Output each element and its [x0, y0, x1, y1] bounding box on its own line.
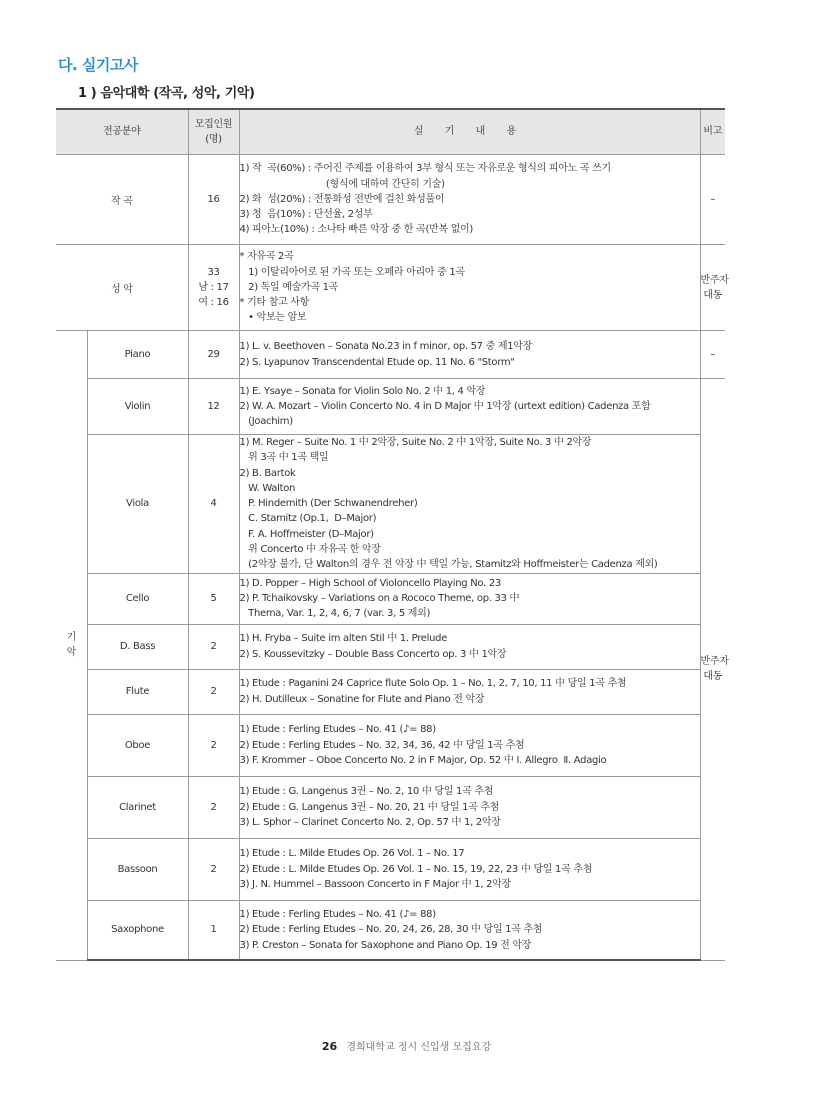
group-label-line: 악: [66, 647, 76, 659]
content-line: 2) B. Bartok: [239, 467, 296, 479]
content-line: 1) Etude : G. Langenus 3권 – No. 2, 10 中 당일 1곡 추첨: [239, 786, 494, 798]
note-line: 반주자: [700, 274, 729, 286]
quota-cell: [188, 155, 239, 245]
quota-cell: 2: [188, 669, 239, 714]
table-row: [56, 714, 725, 776]
content-cell: [239, 331, 700, 379]
quota-cell: 5: [188, 573, 239, 624]
content-cell: [239, 379, 700, 435]
note-line: –: [710, 194, 716, 205]
content-cell: [239, 435, 700, 574]
content-line: 1) 작 곡(60%) : 주어진 주제를 이용하여 3부 형식 또는 자유로운 형식의 피아노 곡 쓰기: [239, 163, 611, 175]
header-note: 비고: [700, 109, 725, 155]
section-title: 다. 실기고사: [58, 56, 138, 74]
content-line: 2) Etude : L. Milde Etudes Op. 26 Vol. 1 – No. 15, 19, 22, 23 中 당일 1곡 추첨: [239, 863, 593, 875]
content-line: Thema, Var. 1, 2, 4, 6, 7 (var. 3, 5 제외): [239, 608, 431, 620]
header-quota-line: (명): [205, 134, 222, 145]
content-cell: [239, 838, 700, 900]
content-line: 2) Etude : Ferling Etudes – No. 20, 24, 26, 28, 30 中 당일 1곡 추첨: [239, 924, 543, 936]
instrumental-group-cell: [56, 331, 87, 961]
header-field: 전공분야: [56, 109, 188, 155]
content-line: (형식에 대하여 간단히 기술): [239, 178, 445, 190]
content-cell: [239, 669, 700, 714]
table-row: [56, 435, 725, 574]
content-line: 1) M. Reger – Suite No. 1 中 2악장, Suite No. 2 中 1악장, Suite No. 3 中 2악장: [239, 437, 592, 448]
table-row: [56, 838, 725, 900]
quota-cell: 2: [188, 838, 239, 900]
quota-cell: 2: [188, 624, 239, 669]
field-cell: 작 곡: [56, 155, 188, 245]
content-line: 2) S. Lyapunov Transcendental Etude op. 11 No. 6 "Storm": [239, 356, 515, 368]
content-line: * 자유곡 2곡: [239, 251, 294, 263]
content-line: (2악장 불가, 단 Walton의 경우 전 악장 中 택일 가능, Stamitz와 Hoffmeister는 Cadenza 제외): [239, 559, 658, 571]
content-cell: [239, 776, 700, 838]
content-line: 1) D. Popper – High School of Violoncello Playing No. 23: [239, 577, 501, 589]
content-line: P. Hindemith (Der Schwanendreher): [239, 498, 418, 510]
content-line: 1) L. v. Beethoven – Sonata No.23 in f minor, op. 57 중 제1악장: [239, 341, 533, 353]
table-row: [56, 900, 725, 960]
content-cell: [239, 900, 700, 960]
quota-line: 33: [207, 267, 220, 278]
exam-table: [56, 108, 729, 961]
content-line: 1) Etude : Ferling Etudes – No. 41 (♪= 88): [239, 908, 436, 920]
instrument-cell: Saxophone: [87, 900, 188, 960]
table-row: [56, 245, 725, 331]
instrument-cell: Flute: [87, 669, 188, 714]
table-row: [56, 155, 725, 245]
content-line: 2) H. Dutilleux – Sonatine for Flute and Piano 전 악장: [239, 693, 485, 705]
quota-cell: 2: [188, 714, 239, 776]
content-line: 3) P. Creston – Sonata for Saxophone and Piano Op. 19 전 악장: [239, 939, 532, 951]
content-cell: [239, 624, 700, 669]
content-line: 3) F. Krommer – Oboe Concerto No. 2 in F Major, Op. 52 中 Ⅰ. Allegro Ⅱ. Adagio: [239, 754, 607, 766]
note-cell: –: [700, 331, 725, 379]
table-header-row: [56, 109, 725, 155]
content-line: C. Stamitz (Op.1, D–Major): [239, 513, 377, 525]
table-row: [56, 624, 725, 669]
quota-cell: [188, 245, 239, 331]
note-cell: [700, 155, 725, 245]
table-row: [56, 669, 725, 714]
header-quota-line: 모집인원: [194, 119, 233, 130]
instrument-cell: Oboe: [87, 714, 188, 776]
content-line: • 악보는 암보: [239, 312, 307, 324]
content-cell: [239, 155, 700, 245]
content-line: 2) 독일 예술가곡 1곡: [239, 281, 339, 293]
content-line: 1) H. Fryba – Suite im alten Stil 中 1. Prelude: [239, 633, 448, 645]
instrument-cell: Violin: [87, 379, 188, 435]
quota-line: 여 : 16: [198, 297, 229, 308]
header-quota: [188, 109, 239, 155]
quota-cell: 2: [188, 776, 239, 838]
content-line: 1) Etude : L. Milde Etudes Op. 26 Vol. 1 – No. 17: [239, 848, 465, 860]
content-line: 2) Etude : G. Langenus 3권 – No. 20, 21 中 당일 1곡 추첨: [239, 801, 500, 813]
table-row: [56, 573, 725, 624]
instrument-cell: D. Bass: [87, 624, 188, 669]
content-line: 3) J. N. Hummel – Bassoon Concerto in F Major 中 1, 2악장: [239, 878, 511, 890]
quota-cell: 29: [188, 331, 239, 379]
sub-title: 1 ) 음악대학 (작곡, 성악, 기악): [78, 86, 255, 101]
instrument-cell: Piano: [87, 331, 188, 379]
instrument-cell: Bassoon: [87, 838, 188, 900]
content-line: 1) Etude : Paganini 24 Caprice flute Solo Op. 1 – No. 1, 2, 7, 10, 11 中 당일 1곡 추첨: [239, 678, 627, 690]
content-line: 4) 피아노(10%) : 소나타 빠른 악장 중 한 곡(반복 없이): [239, 224, 474, 236]
instrument-cell: Cello: [87, 573, 188, 624]
content-line: 2) Etude : Ferling Etudes – No. 32, 34, 36, 42 中 당일 1곡 추첨: [239, 739, 525, 751]
content-line: 2) 화 성(20%) : 전통화성 전반에 걸친 화성풀이: [239, 193, 445, 205]
note-line: 반주자: [700, 656, 729, 668]
group-label-line: 기: [66, 632, 76, 644]
content-cell: [239, 714, 700, 776]
content-line: * 기타 참고 사항: [239, 297, 310, 309]
content-line: 위 Concerto 中 자유곡 한 악장: [239, 544, 381, 556]
field-cell: 성 악: [56, 245, 188, 331]
page-number: 26: [321, 1040, 338, 1053]
content-line: (Joachim): [239, 416, 293, 428]
quota-cell: 12: [188, 379, 239, 435]
header-content: 실 기 내 용: [239, 109, 700, 155]
content-line: 1) 이탈리아어로 된 가곡 또는 오페라 아리아 중 1곡: [239, 266, 465, 278]
quota-line: 16: [207, 194, 220, 205]
content-line: 2) P. Tchaikovsky – Variations on a Rococo Theme, op. 33 中: [239, 593, 520, 605]
note-line: 대동: [703, 289, 723, 301]
table-row: [56, 331, 725, 379]
quota-line: 남 : 17: [198, 282, 229, 293]
content-line: F. A. Hoffmeister (D–Major): [239, 528, 374, 540]
content-line: 3) L. Sphor – Clarinet Concerto No. 2, Op. 57 中 1, 2악장: [239, 816, 501, 828]
content-line: 2) S. Koussevitzky – Double Bass Concerto op. 3 中 1악장: [239, 648, 507, 660]
quota-cell: 1: [188, 900, 239, 960]
content-line: 1) Etude : Ferling Etudes – No. 41 (♪= 88): [239, 724, 436, 736]
table-row: [56, 776, 725, 838]
instrument-cell: Viola: [87, 435, 188, 574]
note-cell: [700, 245, 729, 331]
instrument-cell: Clarinet: [87, 776, 188, 838]
content-line: 위 3곡 中 1곡 택일: [239, 452, 329, 464]
page-footer: [0, 1038, 813, 1053]
content-cell: [239, 245, 700, 331]
content-line: 3) 청 음(10%) : 단선율, 2성부: [239, 209, 373, 221]
content-cell: [239, 573, 700, 624]
content-line: 2) W. A. Mozart – Violin Concerto No. 4 in D Major 中 1악장 (urtext edition) Cadenza 포함: [239, 400, 651, 412]
note-cell: [700, 379, 729, 961]
footer-title: 경희대학교 정시 신입생 모집요강: [346, 1042, 492, 1053]
content-line: W. Walton: [239, 482, 296, 494]
quota-cell: 4: [188, 435, 239, 574]
table-row: [56, 379, 725, 435]
note-line: 대동: [703, 671, 723, 683]
content-line: 1) E. Ysaye – Sonata for Violin Solo No. 2 中 1, 4 악장: [239, 385, 486, 397]
